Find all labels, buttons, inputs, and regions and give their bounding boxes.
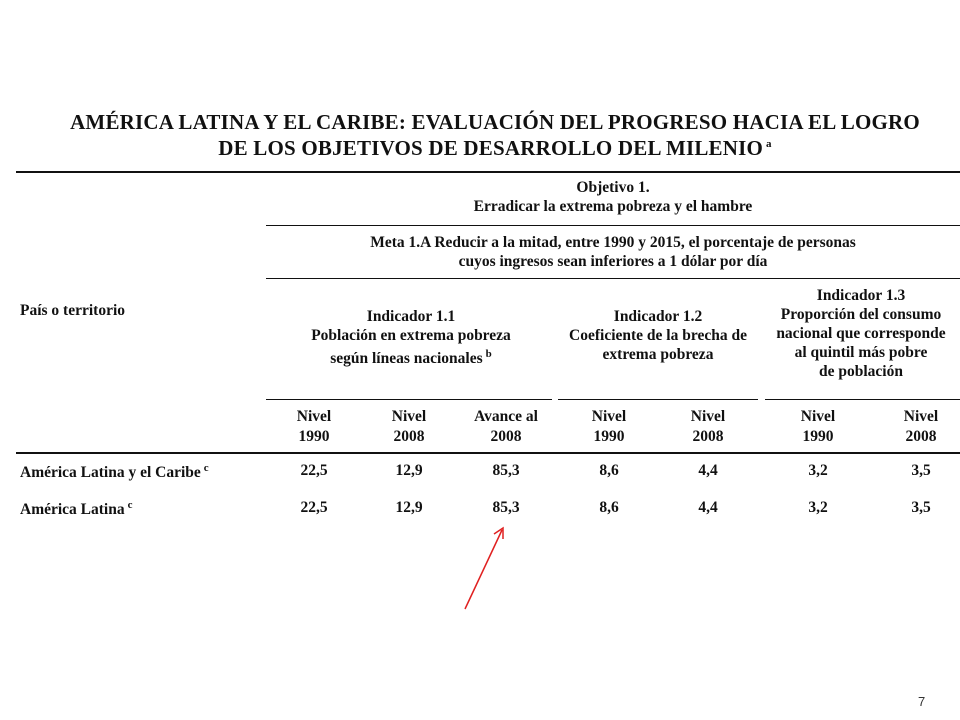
ind13-line3: nacional que corresponde bbox=[776, 325, 946, 342]
table-cell: 22,5 bbox=[300, 499, 328, 516]
table-cell: 22,5 bbox=[300, 462, 328, 479]
table-cell: 12,9 bbox=[395, 462, 423, 479]
table-cell: 3,5 bbox=[911, 462, 931, 479]
row2-label: América Latina bbox=[20, 501, 125, 519]
table-cell: 3,5 bbox=[911, 499, 931, 516]
col5-line2: 2008 bbox=[692, 428, 724, 445]
row-header: País o territorio bbox=[20, 302, 126, 319]
col4-line2: 1990 bbox=[593, 428, 625, 445]
col6-line1: Nivel bbox=[800, 408, 836, 425]
ind11-line3: según líneas nacionales bbox=[330, 350, 483, 368]
meta-line1: Meta 1.A Reducir a la mitad, entre 1990 y 2015, el porcentaje de personas bbox=[370, 234, 856, 251]
row1-footnote-mark: c bbox=[203, 462, 209, 474]
ind13-line5: de población bbox=[819, 363, 903, 380]
table-cell: 85,3 bbox=[492, 462, 520, 479]
row2-footnote-mark: c bbox=[127, 499, 133, 511]
table-cell: 85,3 bbox=[492, 499, 520, 516]
col2-line1: Nivel bbox=[391, 408, 427, 425]
col5-line1: Nivel bbox=[690, 408, 726, 425]
table-cell: 8,6 bbox=[599, 462, 619, 479]
ind12-line1: Indicador 1.2 bbox=[613, 308, 703, 325]
ind12-line3: extrema pobreza bbox=[602, 346, 714, 363]
ind13-line4: al quintil más pobre bbox=[794, 344, 928, 361]
ind11-line2: Población en extrema pobreza bbox=[311, 327, 511, 344]
title-footnote-mark: a bbox=[766, 138, 772, 150]
ind11-line1: Indicador 1.1 bbox=[366, 308, 456, 325]
table-cell: 3,2 bbox=[808, 462, 828, 479]
table-cell: 4,4 bbox=[698, 462, 718, 479]
ind12-line2: Coeficiente de la brecha de bbox=[569, 327, 747, 344]
table-title-line1: AMÉRICA LATINA Y EL CARIBE: EVALUACIÓN DEL PROGRESO HACIA EL LOGRO bbox=[70, 110, 920, 134]
col3-line2: 2008 bbox=[490, 428, 522, 445]
table-cell: 12,9 bbox=[395, 499, 423, 516]
page-number: 7 bbox=[918, 694, 926, 709]
ind13-line1: Indicador 1.3 bbox=[816, 287, 906, 304]
table-cell: 8,6 bbox=[599, 499, 619, 516]
col3-line1: Avance al bbox=[474, 408, 538, 425]
table-title-line2-text: DE LOS OBJETIVOS DE DESARROLLO DEL MILENIO bbox=[218, 136, 764, 160]
objetivo-line2: Erradicar la extrema pobreza y el hambre bbox=[473, 198, 753, 215]
arrow-shaft bbox=[465, 530, 502, 609]
col2-line2: 2008 bbox=[393, 428, 425, 445]
ind11-footnote-mark: b bbox=[485, 348, 492, 360]
col7-line2: 2008 bbox=[905, 428, 937, 445]
col6-line2: 1990 bbox=[802, 428, 834, 445]
row1-label: América Latina y el Caribe bbox=[20, 464, 201, 482]
col7-line1: Nivel bbox=[903, 408, 939, 425]
ind13-line2: Proporción del consumo bbox=[780, 306, 942, 323]
table-cell: 4,4 bbox=[698, 499, 718, 516]
col1-line2: 1990 bbox=[298, 428, 330, 445]
col1-line1: Nivel bbox=[296, 408, 332, 425]
col4-line1: Nivel bbox=[591, 408, 627, 425]
meta-line2: cuyos ingresos sean inferiores a 1 dólar por día bbox=[458, 253, 768, 270]
objetivo-line1: Objetivo 1. bbox=[576, 179, 650, 196]
table-cell: 3,2 bbox=[808, 499, 828, 516]
